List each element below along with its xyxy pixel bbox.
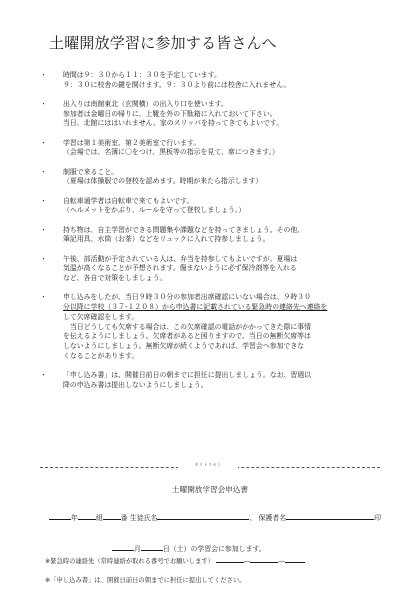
class-label: 組	[95, 514, 103, 522]
notice-line: 参加者は金曜日の帰りに、上靴を外の下駄箱に入れておいて下さい。	[63, 109, 277, 118]
day-participation-text: 日（土）の学習会に参加します。	[162, 545, 266, 553]
bullet-mark: ・	[40, 370, 47, 379]
notice-item	[40, 255, 390, 284]
guardian-name-label: 保護者名	[258, 514, 287, 522]
bullet-mark: ・	[40, 225, 47, 234]
notice-item-text	[63, 293, 390, 361]
notice-item	[40, 71, 390, 90]
notice-line: （夏場は体操服での登校を認めます。時期が来たら指示します）	[63, 177, 263, 186]
bullet-mark: ・	[40, 293, 47, 302]
notice-item-text	[63, 197, 390, 216]
notice-line: を伝えるようにしましょう。欠席者があると困りますので、当日の無断欠席等は	[63, 332, 311, 341]
notice-item	[40, 100, 390, 129]
notice-item	[40, 139, 390, 158]
guardian-name-blank[interactable]	[286, 512, 374, 520]
month-blank[interactable]	[112, 543, 134, 551]
day-blank[interactable]	[141, 543, 163, 551]
notice-item-text	[63, 71, 390, 90]
year-blank[interactable]	[49, 512, 71, 520]
phone-part3-blank[interactable]	[285, 555, 305, 563]
notice-line: 持ち物は、自主学習ができる問題集や課題などを持ってきましょう。その他、	[63, 225, 305, 234]
notice-line: 午後、部活動が予定されている人は、弁当を持参してもよいですが、夏場は	[63, 254, 298, 263]
notice-line: 当日、北館にははいれません。家のスリッパを持ってきてもよいです。	[63, 119, 284, 128]
date-row	[112, 543, 266, 553]
student-info-row	[49, 512, 381, 522]
notice-line: 筆記用具、水筒（お茶）などをリュックに入れて持参しましょう。	[63, 235, 270, 244]
month-label: 月	[134, 545, 141, 553]
bullet-mark: ・	[40, 138, 47, 147]
notice-line: 申し込みをしたが、当日９時３０分の参加者出席確認にいない場合は、９時３０	[63, 293, 312, 302]
notice-line: して欠席確認をします。	[63, 312, 139, 321]
submission-note: ※「申し込み書」は、開催日前日の朝までに担任に提出してください。	[45, 577, 246, 584]
number-blank[interactable]	[103, 512, 121, 520]
seal-label: 印	[374, 514, 381, 522]
notice-item-text	[63, 371, 390, 390]
bullet-mark: ・	[40, 167, 47, 176]
class-blank[interactable]	[78, 512, 96, 520]
phone-part2-blank[interactable]	[250, 555, 278, 563]
student-name-blank[interactable]	[157, 512, 249, 520]
notice-item	[40, 293, 390, 361]
notice-item-text	[63, 226, 390, 245]
number-label: 番	[120, 514, 128, 522]
notice-line: 分以降に学校（３７-１２０８）から申込書に記載されている緊急時の連絡先へ連絡を	[63, 303, 328, 312]
student-name-label: 生徒氏名	[129, 514, 158, 522]
bullet-mark: ・	[40, 100, 47, 108]
notice-item	[40, 168, 390, 187]
notice-line: 自転車通学者は自転車で来てもよいです。	[63, 196, 194, 205]
notice-item	[40, 371, 390, 390]
phone-part1-blank[interactable]	[216, 555, 244, 563]
phone-dash-2: ―	[278, 558, 285, 565]
notice-line: ９：３０に校舎の鍵を開けます。９：３０より前には校舎に入れません。	[63, 80, 291, 89]
phone-dash-1: ―	[244, 558, 251, 565]
notice-line: （会場では、名簿に〇をつけ、黒板等の指示を見て、席につきます。）	[63, 148, 279, 157]
notice-list	[40, 71, 390, 400]
notice-item	[40, 226, 390, 245]
form-title: 土曜開放学習会申込書	[172, 485, 248, 494]
notice-item-text	[63, 255, 390, 284]
notice-line: 学習は第１美術室、第２美術室で行います。	[63, 138, 201, 147]
notice-line: （ヘルメットをかぶり、ルールを守って登校しましょう。）	[63, 206, 246, 215]
notice-item-text	[63, 100, 390, 129]
page-title: 土曜開放学習に参加する皆さんへ	[49, 34, 277, 52]
bullet-mark: ・	[40, 71, 47, 79]
notice-line: など、各自で対策をしましょう。	[63, 274, 167, 283]
notice-line: 時間は９：３０から１１：３０を予定しています。	[63, 71, 221, 79]
notice-line: 出入りは南館東北（玄関横）の出入り口を使います。	[63, 100, 228, 108]
notice-line: 降の申込み書は提出しないようにしましょう。	[63, 380, 208, 389]
notice-line: 気温が高くなることが予想されます。傷まないように必ず保冷剤等を入れる	[63, 264, 297, 273]
cut-line-label: キリトリセン	[178, 462, 238, 468]
notice-line: くなることがあります。	[63, 351, 139, 360]
bullet-mark: ・	[40, 196, 47, 205]
notice-line: しないようにしましょう。無断欠席が続くようであれば、学習会へ参加できな	[63, 341, 305, 350]
comma: 、	[249, 514, 257, 522]
notice-item-text	[63, 168, 390, 187]
notice-line: 「申し込み書」は、開催日前日の朝までに担任に提出しましょう。なお、習週以	[63, 370, 312, 379]
notice-item	[40, 197, 390, 216]
notice-line: 制服で来ること。	[63, 167, 119, 176]
year-label: 年	[71, 514, 78, 522]
notice-line: 当日どうしても欠席する場合は、この欠席確認の電話がかかってきた際に事情	[63, 322, 312, 331]
bullet-mark: ・	[40, 254, 47, 263]
emergency-contact-label: ※緊急時の連絡先（常時連絡が取れる番号でお願いします）	[45, 558, 214, 565]
emergency-contact-row	[45, 555, 305, 565]
notice-item-text	[63, 139, 390, 158]
